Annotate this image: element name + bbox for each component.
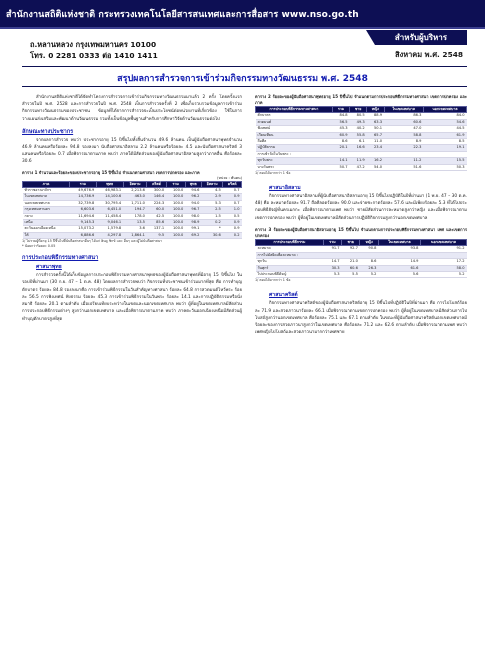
table2-row-cell: 19.1 bbox=[423, 145, 466, 151]
table1-row-cell: 224.3 bbox=[147, 200, 166, 206]
table3-header: การประกอบพิธีกรรม bbox=[256, 239, 324, 245]
table1-row-cell: 1,579.8 bbox=[96, 226, 123, 232]
exec-label-box: สำหรับผู้บริหาร bbox=[375, 30, 467, 45]
table1-row-cell: 30.6 bbox=[201, 232, 222, 238]
table3-row-cell: 14.7 bbox=[323, 259, 341, 265]
table3-row-cell: 5.5 bbox=[342, 271, 360, 277]
table3-header: รวม bbox=[323, 239, 341, 245]
table1-row-cell: 1,864.1 bbox=[123, 232, 147, 238]
table1-row-cell: 69.2 bbox=[185, 232, 201, 238]
buddhism-subheading: ศาสนาพุทธ bbox=[36, 264, 62, 271]
table1-row-cell: 2,213.6 bbox=[123, 188, 147, 194]
section-rituals-heading: การประกอบพิธีกรรมทางศาสนา bbox=[22, 255, 99, 262]
table2-body bbox=[256, 113, 467, 171]
table1-row-cell: 2.5 bbox=[201, 207, 222, 213]
table1-caption: ตาราง 1 จำนวนและร้อยละของประชากรอายุ 15 ปีขึ้นไป จำแนกตามศาสนา เขตการปกครอง และภาค bbox=[22, 169, 200, 175]
table2-row-cell: 6.1 bbox=[350, 139, 367, 145]
table1-row-cell: 6,603.6 bbox=[69, 207, 96, 213]
table2-row-cell: 23.4 bbox=[367, 145, 384, 151]
table1-row-cell: 98.0 bbox=[185, 213, 201, 219]
table1-row-cell: 14,736.9 bbox=[69, 194, 96, 200]
table1-row-cell: 96.2 bbox=[185, 194, 201, 200]
table1-row-cell: 0.9 bbox=[223, 220, 242, 226]
table3-header: นอกเขตเทศบาล bbox=[420, 239, 466, 245]
table2-note: 1/ ตอบได้มากกว่า 1 ข้อ bbox=[255, 171, 291, 176]
table1-row-cell: 46,983.1 bbox=[96, 188, 123, 194]
table1-row-cell: 9.5 bbox=[147, 232, 166, 238]
christianity-paragraph: กิจกรรมทางศาสนาคริสต์ของผู้นับถือศาสนาคริสต์อายุ 15 ปีขึ้นไปที่ปฏิบัติในปีที่ผ่านมา คือ การไปโบสถ์ร้อยละ 71.9 และสวดภาวนาร้อยละ 66.1 เมื่อพิจารณาตามเขตการปกครอง พบว่า ผู้ที่อยู่ในเขตเทศบาลมีสัดส่วนการไปโบสถ์สูงกว่านอกเขตเทศบาล คือร้อยละ 75.1 และ 67.1 ตามลำดับ ในขณะที่ผู้นับถือศาสนาคริสต์นอกเขตเทศบาลมีร้อยละของการสวดภาวนาสูงกว่าในเขตเทศบาล คือร้อยละ 71.2 และ 62.6 ตามลำดับ เมื่อพิจารณาตามเพศ พบว่า เพศหญิงไปโบสถ์และสวดภาวนามากกว่าเพศชาย bbox=[255, 301, 467, 336]
table3-row-cell: 5.6 bbox=[378, 271, 420, 277]
table1-header: คริสต์ bbox=[147, 181, 166, 187]
address-block bbox=[30, 39, 158, 61]
table1-row-cell: 14,100.6 bbox=[96, 194, 123, 200]
table1-row-cell: 99.1 bbox=[185, 226, 201, 232]
table2-row-cell: 8.6 bbox=[332, 139, 349, 145]
table2-row-cell: 65.7 bbox=[367, 132, 384, 138]
table1-header: พุทธ bbox=[185, 181, 201, 187]
table1-row-cell: 98.9 bbox=[185, 220, 201, 226]
table2-header: รวม bbox=[332, 107, 349, 113]
table3-row-cell: 61.6 bbox=[378, 265, 420, 271]
table1-row-cell: 194.7 bbox=[123, 207, 147, 213]
buddhism-paragraph: การสำรวจครั้งนี้ได้เก็บข้อมูลการประกอบพิธีกรรมทางศาสนาพุทธของผู้นับถือศาสนาพุทธที่มีอายุ 15 ปีขึ้นไป ในรอบปีที่ผ่านมา (30 ก.ย. 47 – 1 ต.ค. 48) โดยผลการสำรวจพบว่า กิจกรรมที่ประชาชนเข้าร่วมมากที่สุด คือ การทำบุญตักบาตร ร้อยละ 84.8 รองลงมาคือ การเข้าร่วมพิธีกรรมในวันสำคัญทางศาสนา ร้อยละ 64.8 การสวดมนต์ไหว้พระ ร้อยละ 56.5 การฟังเทศน์ ฟังธรรม ร้อยละ 45.3 การเข้าร่วมพิธีกรรมในวันพระ ร้อยละ 14.1 และการปฏิบัติธรรมหรือนั่งสมาธิ ร้อยละ 20.1 ตามลำดับ เมื่อเปรียบเทียบระหว่างในเขตและนอกเขตเทศบาล พบว่า ผู้ที่อยู่ในเขตเทศบาลมีสัดส่วนการประกอบพิธีกรรมต่างๆ สูงกว่านอกเขตเทศบาล และเมื่อพิจารณาตามภาค พบว่า ภาคตะวันออกเฉียงเหนือมีสัดส่วนผู้ทำบุญตักบาตรสูงที่สุด bbox=[22, 273, 242, 322]
table3-body bbox=[256, 246, 467, 278]
table1-row-label: กลาง bbox=[23, 213, 70, 219]
org-name: สำนักงานสถิติแห่งชาติ กระทรวงเทคโนโลยีสารสนเทศและการสื่อสาร www.nso.go.th bbox=[6, 10, 359, 20]
table2-row-cell: 11.9 bbox=[350, 158, 367, 164]
table3-note: 1/ ตอบได้มากกว่า 1 ข้อ bbox=[255, 278, 291, 283]
table2-row-cell: 50.7 bbox=[332, 164, 349, 170]
table2-header: การประกอบพิธีกรรมทางศาสนา bbox=[256, 107, 333, 113]
table1-header: อิสลาม bbox=[201, 181, 222, 187]
table2-row-cell: 55.8 bbox=[350, 132, 367, 138]
table2-row-label: การเข้าวัดในวันพระ : bbox=[256, 151, 333, 157]
table1-row-cell: 100.0 bbox=[166, 220, 185, 226]
title-rule bbox=[22, 86, 467, 87]
table2-row-cell: 50.1 bbox=[367, 126, 384, 132]
table1-row-cell: 11,458.4 bbox=[96, 213, 123, 219]
table3-row-label: ทุกวัน bbox=[256, 259, 324, 265]
table1-row-cell: 4,297.8 bbox=[96, 232, 123, 238]
christianity-subheading: ศาสนาคริสต์ bbox=[269, 292, 298, 299]
table1-row bbox=[23, 232, 242, 238]
table2-row-cell: 8.5 bbox=[423, 139, 466, 145]
table1-row-cell: 9,046.1 bbox=[96, 220, 123, 226]
table1-row-cell: 15,073.2 bbox=[69, 226, 96, 232]
demographics-paragraph: จากผลการสำรวจ พบว่า ประชากรอายุ 15 ปีขึ้นไปทั้งสิ้นจำนวน 49.6 ล้านคน เป็นผู้นับถือศาสนาพุทธจำนวน 46.9 ล้านคนหรือร้อยละ 94.8 รองลงมา นับถือศาสนาอิสลาม 2.2 ล้านคนหรือร้อยละ 4.5 และนับถือศาสนาคริสต์ 3 แสนคนหรือร้อยละ 0.7 เมื่อพิจารณาตามภาค พบว่า ภาคใต้มีสัดส่วนของผู้นับถือศาสนาอิสลามสูงกว่าภาคอื่น คือร้อยละ 30.6 bbox=[22, 137, 242, 165]
table1-row-cell: 5.3 bbox=[201, 200, 222, 206]
table2-row-cell: 61.9 bbox=[423, 132, 466, 138]
table2-row-cell: 11.2 bbox=[384, 158, 423, 164]
table1-header: อิสลาม bbox=[123, 181, 147, 187]
table1-row-cell: 2.9 bbox=[201, 194, 222, 200]
table2-header: นอกเขตเทศบาล bbox=[423, 107, 466, 113]
table2-row-cell: 14.1 bbox=[332, 158, 349, 164]
table1-row-cell: 60.0 bbox=[147, 207, 166, 213]
table2-row-label: ฟังเทศน์ bbox=[256, 126, 333, 132]
table1-row-label: ทั่วราชอาณาจักร bbox=[23, 188, 70, 194]
table3-row-cell: 93.8 bbox=[378, 246, 420, 252]
table2 bbox=[255, 106, 467, 171]
table1-row-cell: 137.1 bbox=[147, 226, 166, 232]
table2-row-label: เวียนเทียน bbox=[256, 132, 333, 138]
table1-row-cell: 0.9 bbox=[223, 226, 242, 232]
table3-row-cell: 92.7 bbox=[342, 246, 360, 252]
table3-row-cell: 90.8 bbox=[360, 246, 379, 252]
table1-body bbox=[23, 188, 242, 239]
document-title: สรุปผลการสำรวจการเข้าร่วมกิจกรรมทางวัฒนธรรม พ.ศ. 2548 bbox=[117, 74, 368, 84]
table1-row-cell: 85.6 bbox=[147, 220, 166, 226]
table1-row-cell: 94.0 bbox=[185, 200, 201, 206]
table1-row-cell: 9,145.3 bbox=[69, 220, 96, 226]
islam-subheading: ศาสนาอิสลาม bbox=[269, 185, 301, 192]
header-band bbox=[0, 0, 485, 27]
table3-row bbox=[256, 271, 467, 277]
table1-row-label: นอกเขตเทศบาล bbox=[23, 200, 70, 206]
table3-row-cell: 17.2 bbox=[420, 259, 466, 265]
header-divider bbox=[0, 27, 485, 29]
table1-row-cell: 0.5 bbox=[223, 213, 242, 219]
table1-row-cell: 0.2 bbox=[223, 232, 242, 238]
table1-row-cell: 300.0 bbox=[147, 188, 166, 194]
table1-row-cell: 30,795.4 bbox=[96, 200, 123, 206]
table1 bbox=[22, 181, 242, 240]
table3-header: ในเขตเทศบาล bbox=[378, 239, 420, 245]
table1-header: พุทธ bbox=[96, 181, 123, 187]
table1-row-cell: 32,739.8 bbox=[69, 200, 96, 206]
table1-row-label: ใต้ bbox=[23, 232, 70, 238]
table2-row-cell: 86.3 bbox=[384, 113, 423, 119]
table2-row-cell: 47.2 bbox=[350, 164, 367, 170]
islam-paragraph: กิจกรรมทางศาสนาอิสลามที่ผู้นับถือศาสนาอิสลามอายุ 15 ปีขึ้นไปปฏิบัติในปีที่ผ่านมา (1 พ.ย. 47 – 30 ต.ค. 48) คือ ละหมาดร้อยละ 91.7 ถือศีลอดร้อยละ 90.0 และจ่ายซะกาตร้อยละ 57.6 และมีเพียงร้อยละ 5.3 ที่ได้ไปประกอบพิธีฮัจญ์ที่นครเมกกะ เมื่อพิจารณาตามเพศ พบว่า ชายมีสัดส่วนการละหมาดสูงกว่าหญิง และเมื่อพิจารณาตามเขตการปกครอง พบว่า ผู้ที่อยู่ในเขตเทศบาลมีสัดส่วนการปฏิบัติกิจกรรมสูงกว่านอกเขตเทศบาล bbox=[255, 194, 467, 221]
table3-row-cell: 5.3 bbox=[323, 271, 341, 277]
table1-note: 1/ ไม่รวมผู้ที่อายุ 15 ปีขึ้นไปที่นับถือศาสนาอื่นๆ ได้แก่ ฮินดู ซิกข์ และ อื่นๆ และผู้ไม่นับถือศาสนา bbox=[22, 239, 162, 244]
table1-row-cell: 100.0 bbox=[166, 207, 185, 213]
table2-row-label: สวดมนต์ bbox=[256, 119, 333, 125]
table1-unit: (หน่วย : พันคน) bbox=[217, 175, 242, 180]
table2-row-cell: 56.5 bbox=[332, 119, 349, 125]
table1-header: คริสต์ bbox=[223, 181, 242, 187]
table1-row-label: เหนือ bbox=[23, 220, 70, 226]
table2-row-cell: 54.6 bbox=[423, 119, 466, 125]
table1-row-cell: 13.5 bbox=[123, 220, 147, 226]
table2-row-cell: 22.3 bbox=[384, 145, 423, 151]
table3-row-cell: 58.0 bbox=[420, 265, 466, 271]
address-line-1: ถ.หลานหลวง กรุงเทพมหานคร 10100 bbox=[30, 40, 157, 49]
table2-row-cell: 8.9 bbox=[384, 139, 423, 145]
table3-row-label: การไปมัสยิดเพื่อละหมาด : bbox=[256, 252, 324, 258]
table2-row bbox=[256, 164, 467, 170]
table2-row-cell: 80.5 bbox=[350, 113, 367, 119]
table1-row-cell: 42.5 bbox=[147, 213, 166, 219]
table1-row-label: ตะวันออกเฉียงเหนือ bbox=[23, 226, 70, 232]
table3-row-cell: 91.7 bbox=[323, 246, 341, 252]
table3-row-cell: 91.2 bbox=[420, 246, 466, 252]
table3-row-cell: 14.9 bbox=[378, 259, 420, 265]
section-demographics-heading: ลักษณะทางประชากร bbox=[22, 128, 74, 135]
table1-row-cell: 96.7 bbox=[185, 207, 201, 213]
table2-row-label: ปฏิบัติธรรม bbox=[256, 145, 333, 151]
table1-row-cell: 100.0 bbox=[166, 188, 185, 194]
table1-header: รวม bbox=[166, 181, 185, 187]
table3 bbox=[255, 239, 467, 278]
table1-row-cell: 146.4 bbox=[147, 194, 166, 200]
table3-row-cell: 5.2 bbox=[420, 271, 466, 277]
table1-row-cell: * bbox=[201, 226, 222, 232]
table3-header: ชาย bbox=[342, 239, 360, 245]
table3-row-cell: 5.2 bbox=[360, 271, 379, 277]
table2-row-cell: 54.0 bbox=[367, 164, 384, 170]
table1-row-cell: 0.7 bbox=[223, 188, 242, 194]
left-column bbox=[22, 94, 242, 323]
table2-row-cell: 60.9 bbox=[332, 132, 349, 138]
table1-row-cell: 1,711.0 bbox=[123, 200, 147, 206]
table2-row-label: ถือศีล bbox=[256, 139, 333, 145]
table1-row-cell: 1.5 bbox=[201, 213, 222, 219]
table3-caption: ตาราง 3 ร้อยละของผู้นับถือศาสนาอิสลามอายุ 15 ปีขึ้นไป จำแนกตามการประกอบพิธีกรรมทางศาสนา เพศ และเขตการปกครอง bbox=[255, 226, 467, 238]
table3-row-label: ไปประกอบพิธีฮัจญ์ bbox=[256, 271, 324, 277]
address-line-2: โทร. 0 2281 0333 ต่อ 1410 1411 bbox=[30, 51, 158, 60]
table1-header: รวม bbox=[69, 181, 96, 187]
table1-row-cell: 3.6 bbox=[123, 226, 147, 232]
table1-row-label: กรุงเทพมหานคร bbox=[23, 207, 70, 213]
table1-row-cell: 100.0 bbox=[166, 213, 185, 219]
table2-caption: ตาราง 2 ร้อยละของผู้นับถือศาสนาพุทธอายุ 15 ปีขึ้นไป จำแนกตามการประกอบพิธีกรรมทางศาสนา เขตการปกครอง และภาค bbox=[255, 94, 467, 105]
table3-row-cell: 30.3 bbox=[323, 265, 341, 271]
table1-row-cell: 0.9 bbox=[223, 194, 242, 200]
table2-row-cell: 44.5 bbox=[423, 126, 466, 132]
table1-row-cell: 4.5 bbox=[201, 188, 222, 194]
table1-row-cell: 100.0 bbox=[166, 200, 185, 206]
table1-row-label: ในเขตเทศบาล bbox=[23, 194, 70, 200]
table1-row-cell: 100.0 bbox=[166, 194, 185, 200]
table1-row-cell: 1.0 bbox=[223, 207, 242, 213]
table1-header: ภาค bbox=[23, 181, 70, 187]
table2-header: หญิง bbox=[367, 107, 384, 113]
table2-row-cell: 60.6 bbox=[384, 119, 423, 125]
table3-row-cell: 26.3 bbox=[360, 265, 379, 271]
table2-row-cell: 49.3 bbox=[350, 119, 367, 125]
table3-row-cell: 60.6 bbox=[342, 265, 360, 271]
right-column bbox=[255, 94, 467, 336]
table2-row-label: บางวันพระ bbox=[256, 164, 333, 170]
table2-header: ชาย bbox=[350, 107, 367, 113]
table2-row-cell: 20.1 bbox=[332, 145, 349, 151]
table2-row-cell: 45.3 bbox=[332, 126, 349, 132]
table2-row-cell: 40.2 bbox=[350, 126, 367, 132]
table3-row-label: ละหมาด bbox=[256, 246, 324, 252]
table1-row-cell: 49,676.9 bbox=[69, 188, 96, 194]
table1-row-cell: 0.7 bbox=[223, 200, 242, 206]
table3-row-cell: 21.0 bbox=[342, 259, 360, 265]
top-rule bbox=[22, 66, 467, 67]
table1-note: * น้อยกว่าร้อยละ 0.05 bbox=[22, 244, 56, 249]
publication-date: สิงหาคม พ.ศ. 2548 bbox=[395, 50, 463, 59]
table1-row-cell: 11,694.6 bbox=[69, 213, 96, 219]
table2-row-cell: 15.5 bbox=[423, 158, 466, 164]
table2-row-cell: 47.0 bbox=[384, 126, 423, 132]
table2-row-cell: 11.0 bbox=[367, 139, 384, 145]
intro-paragraph: สำนักงานสถิติแห่งชาติได้จัดทำโครงการสำรวจการเข้าร่วมกิจกรรมทางวัฒนธรรมมาแล้ว 2 ครั้ง โดยครั้งแรกสำรวจในปี พ.ศ. 2528 และการสำรวจในปี พ.ศ. 2548 เป็นการสำรวจครั้งที่ 2 เพื่อเก็บรวบรวมข้อมูลการเข้าร่วมกิจกรรมทางวัฒนธรรมของประชาชน ข้อมูลที่ได้จากการสำรวจจะเป็นประโยชน์ต่อหน่วยงานที่เกี่ยวข้อง ใช้ในการวางแผนส่งเสริมและพัฒนาด้านวัฒนธรรม รวมทั้งเป็นข้อมูลพื้นฐานสำหรับการศึกษาวิจัยด้านวัฒนธรรมต่อไป bbox=[22, 95, 242, 122]
table3-header: หญิง bbox=[360, 239, 379, 245]
table1-row-cell: 94.6 bbox=[185, 188, 201, 194]
table2-row-cell: 63.3 bbox=[367, 119, 384, 125]
table1-row-cell: 178.0 bbox=[123, 213, 147, 219]
table3-row-label: วันศุกร์ bbox=[256, 265, 324, 271]
table1-row-cell: 6,451.0 bbox=[96, 207, 123, 213]
table2-row-label: ตักบาตร bbox=[256, 113, 333, 119]
table2-row-cell: 84.8 bbox=[332, 113, 349, 119]
table2-row-cell: 16.2 bbox=[367, 158, 384, 164]
table1-row-cell: 100.0 bbox=[166, 226, 185, 232]
table1-row-cell: 6,886.6 bbox=[69, 232, 96, 238]
table3-row-cell: 8.6 bbox=[360, 259, 379, 265]
table2-row-label: ทุกวันพระ bbox=[256, 158, 333, 164]
table2-row-cell: 50.3 bbox=[423, 164, 466, 170]
table1-row-cell: 100.0 bbox=[166, 232, 185, 238]
table1-row-cell: 0.2 bbox=[201, 220, 222, 226]
table2-row-cell: 58.8 bbox=[384, 132, 423, 138]
table2-row-cell: 84.0 bbox=[423, 113, 466, 119]
table2-row-cell: 16.6 bbox=[350, 145, 367, 151]
table1-row-cell: 463.0 bbox=[123, 194, 147, 200]
table2-row-cell: 88.9 bbox=[367, 113, 384, 119]
table2-row-cell: 51.6 bbox=[384, 164, 423, 170]
table2-header: ในเขตเทศบาล bbox=[384, 107, 423, 113]
